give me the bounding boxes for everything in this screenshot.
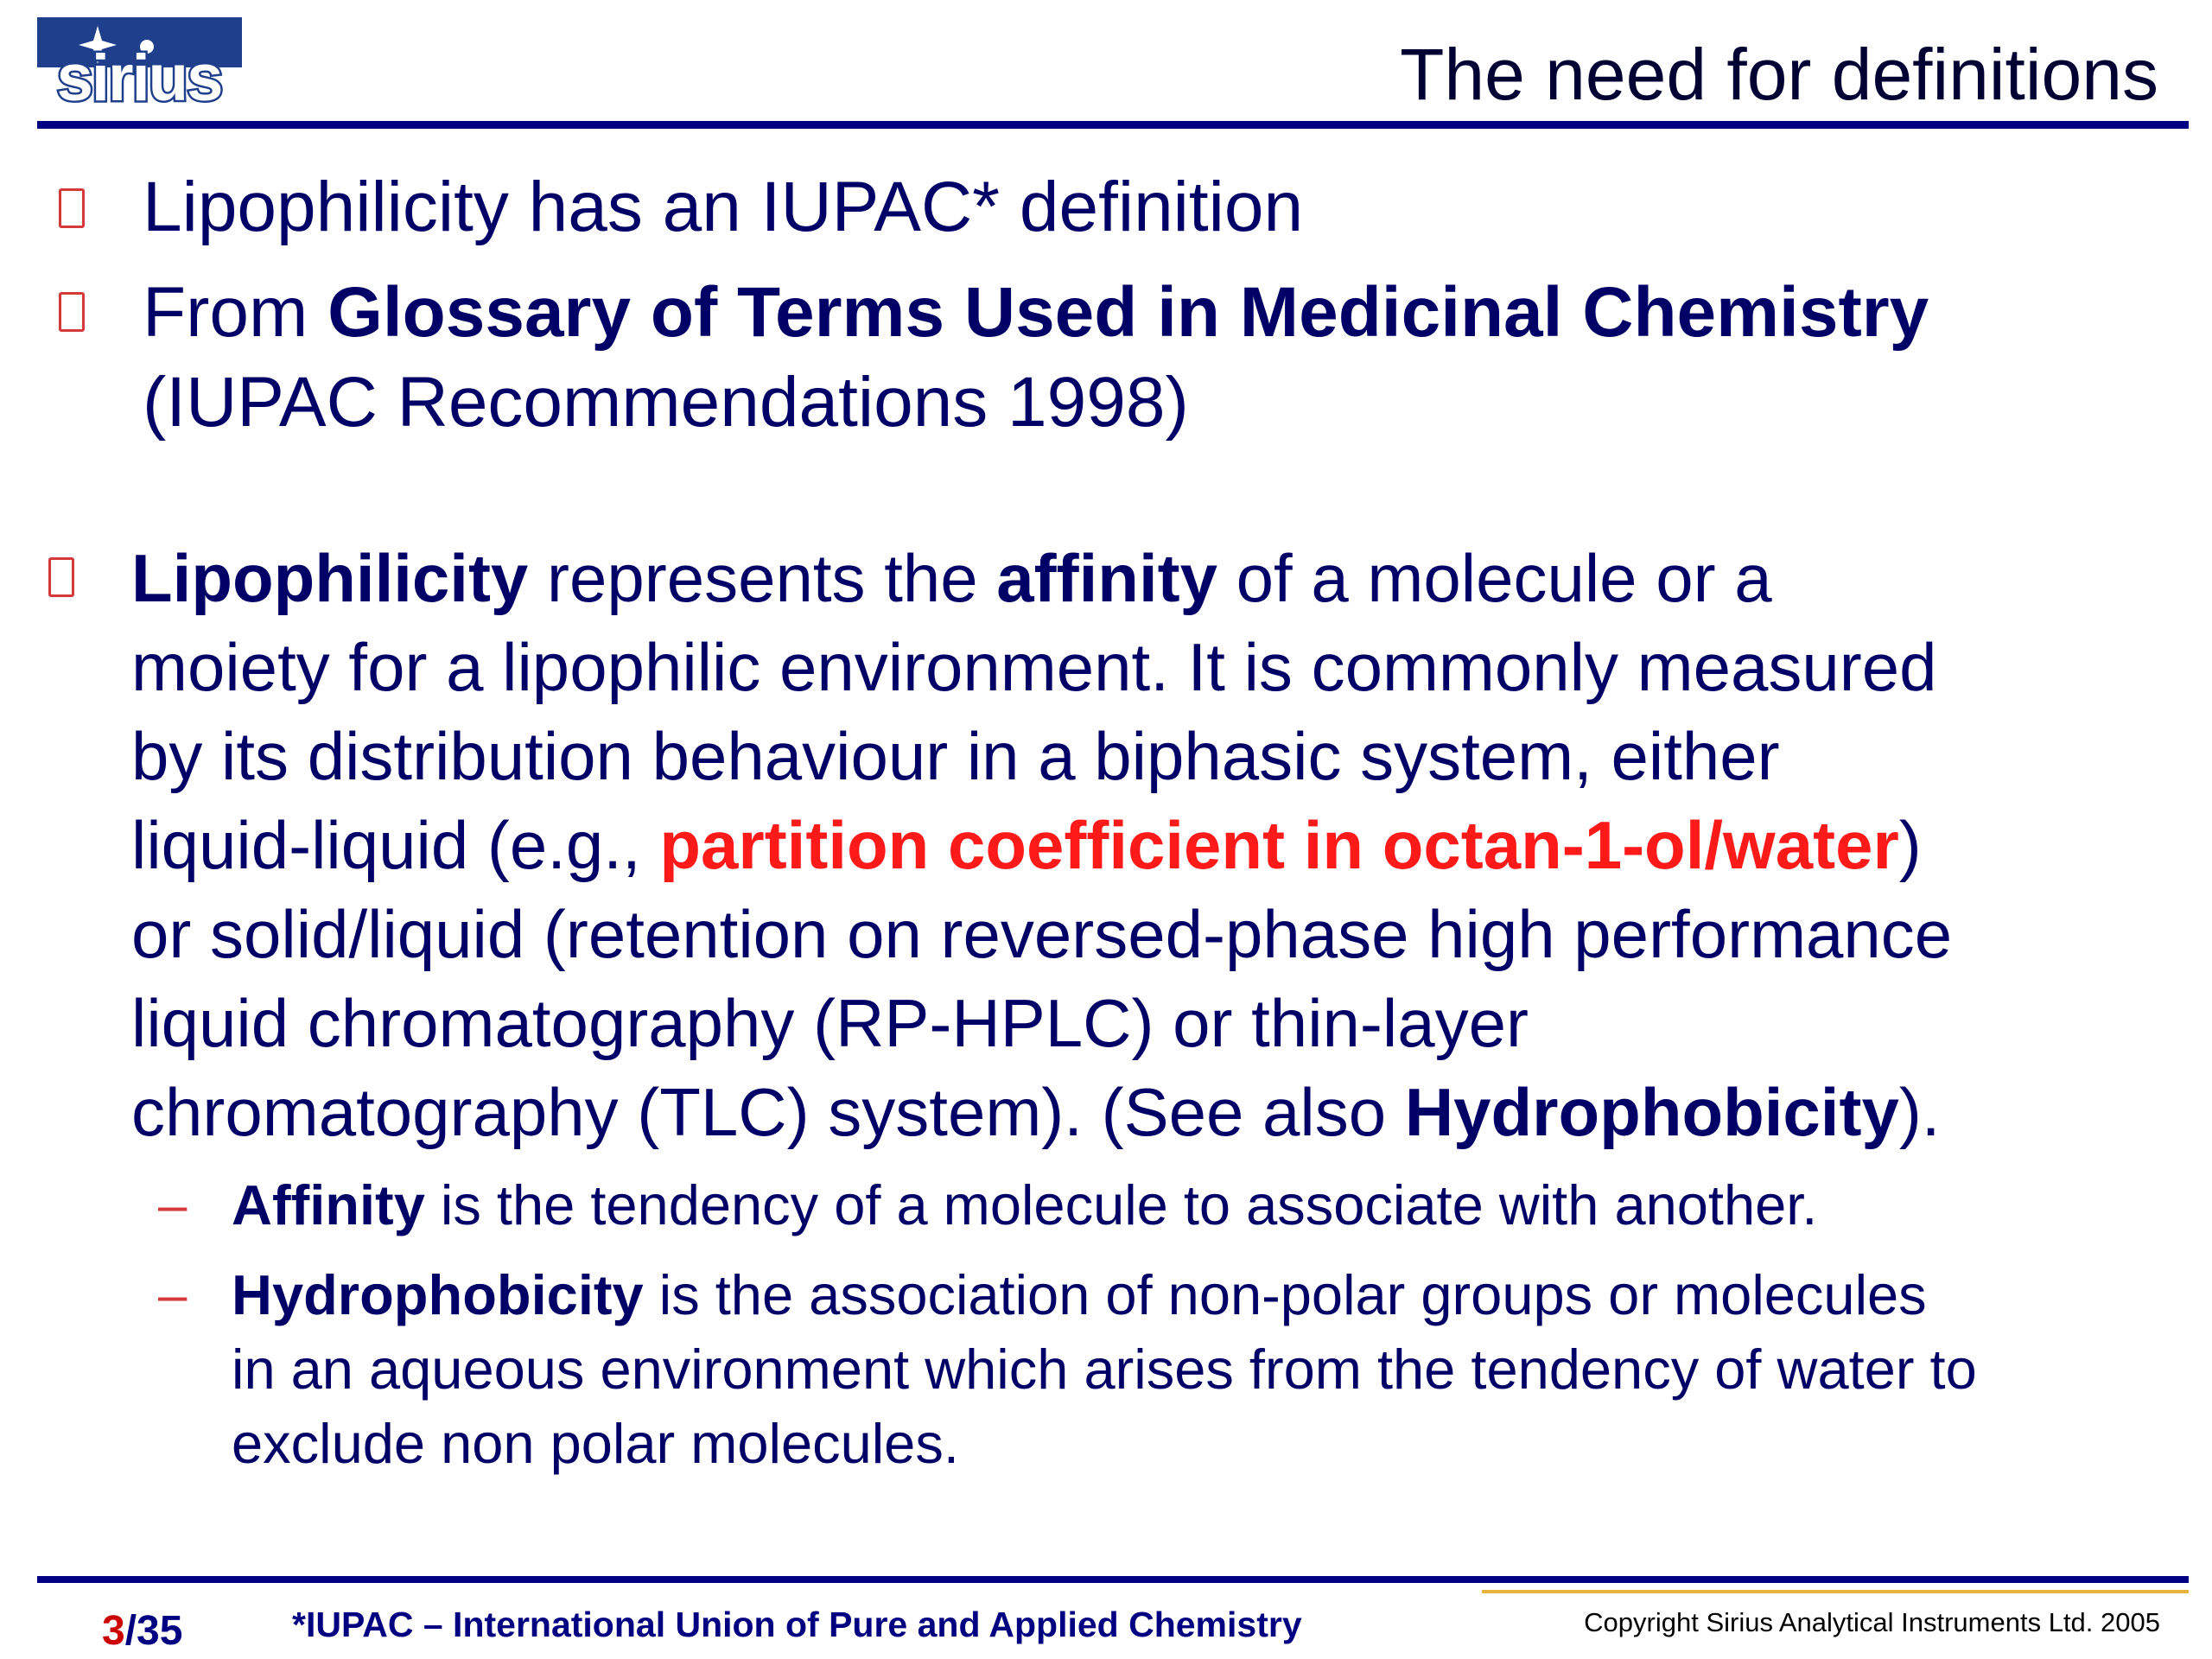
sub-bullet-hydrophobicity-line-3: exclude non polar molecules. [232,1412,959,1475]
definition-line-1 [131,534,1772,623]
sub-bullet-hydrophobicity-line-1 [232,1258,1927,1332]
definition-text: of a molecule or a [1217,540,1772,616]
sub-bullet-hydrophobicity-line-2: in an aqueous environment which arises from the tendency of water to [232,1338,1977,1401]
definition-line-5: or solid/liquid (retention on reversed-phase high performance [131,896,1953,972]
definition-text: liquid-liquid (e.g., [131,807,660,883]
svg-text:sirius: sirius [56,41,222,105]
sub-bullet-text: is the tendency of a molecule to associate with another. [424,1173,1818,1236]
term-hydrophobicity: Hydrophobicity [1404,1074,1899,1150]
definition-text: chromatography (TLC) system). (See also [131,1074,1405,1150]
header-divider [37,121,2189,129]
bullet-2-line-1 [143,270,1929,356]
sirius-logo [37,17,242,105]
partition-coefficient-highlight: partition coefficient in octan-1-ol/water [659,807,1899,883]
page-total: /35 [124,1608,183,1654]
definition-line-3: by its distribution behaviour in a biphasic system, either [131,718,1780,794]
sirius-logo-icon [37,17,242,105]
iupac-footnote: *IUPAC – International Union of Pure and Applied Chemistry [292,1605,1302,1644]
term-hydrophobicity-sub: Hydrophobicity [232,1263,644,1326]
page-current: 3 [102,1608,125,1654]
definition-line-7 [131,1068,1940,1157]
definition-text: represents the [528,540,997,616]
term-affinity-sub: Affinity [232,1173,425,1236]
sub-bullet-text: is the association of non-polar groups or molecules [643,1263,1927,1326]
bullet-2-line-2: (IUPAC Recommendations 1998) [143,363,1189,442]
glossary-title: Glossary of Terms Used in Medicinal Chemistry [327,273,1929,352]
page-number [102,1607,182,1656]
definition-text: ). [1898,1074,1941,1150]
slide-title: The need for definitions [1400,34,2158,115]
sub-bullet-affinity [232,1168,1817,1243]
definition-text: ) [1898,807,1922,883]
term-lipophilicity: Lipophilicity [131,540,529,616]
footer-divider [37,1576,2189,1583]
square-bullet-icon [48,557,74,597]
footer-accent-line [1482,1590,2189,1593]
definition-line-6: liquid chromatography (RP-HPLC) or thin-layer [131,985,1529,1061]
definition-line-2: moiety for a lipophilic environment. It is commonly measured [131,629,1937,705]
definition-line-4 [131,801,1922,890]
bullet-1-text: Lipophilicity has an IUPAC* definition [143,168,1304,246]
square-bullet-icon [59,188,85,228]
square-bullet-icon [59,292,85,332]
bullet-2-prefix: From [143,273,328,352]
dash-bullet-icon: – [158,1176,188,1234]
dash-bullet-icon: – [158,1266,188,1324]
term-affinity: affinity [996,540,1217,616]
copyright-notice: Copyright Sirius Analytical Instruments Ltd. 2005 [1584,1607,2160,1637]
